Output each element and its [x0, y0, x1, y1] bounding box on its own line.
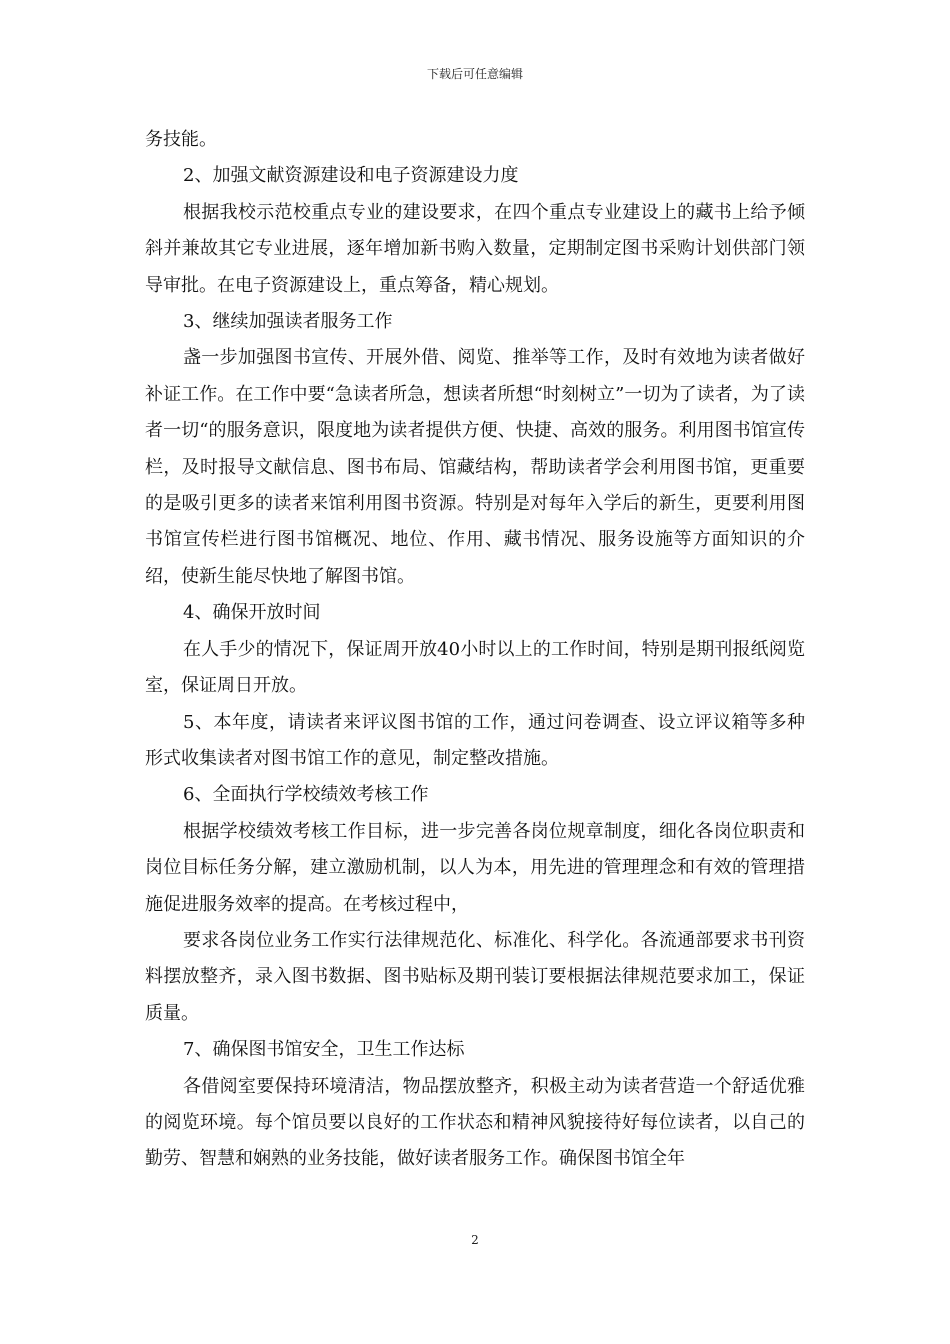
- paragraph-continuation: 务技能。: [145, 129, 217, 150]
- section-heading-3: 3、继续加强读者服务工作: [183, 311, 393, 333]
- section-heading-4: 4、确保开放时间: [183, 602, 321, 624]
- paragraph: 要求各岗位业务工作实行法律规范化、标准化、科学化。各流通部要求书刊资料摆放整齐，录入图书数据、图书贴标及期刊装订要根据法律规范要求加工，保证质量。: [145, 929, 805, 1024]
- paragraph: 盏一步加强图书宣传、开展外借、阅览、推举等工作，及时有效地为读者做好补证工作。在工作中要“急读者所急，想读者所想“时刻树立”一切为了读者，为了读者一切“的服务意识，限度地为读者提供方便、快捷、高效的服务。利用图书馆宣传栏，及时报导文献信息、图书布局、馆藏结构，帮助读者学会利用图书馆，更重要的是吸引更多的读者来馆利用图书资源。特别是对每年入学后的新生，更要利用图书馆宣传栏进行图书馆概况、地位、作用、藏书情况、服务设施等方面知识的介绍，使新生能尽快地了解图书馆。: [145, 347, 805, 587]
- paragraph: 根据学校绩效考核工作目标，进一步完善各岗位规章制度，细化各岗位职责和岗位目标任务分解，建立激励机制，以人为本，用先进的管理理念和有效的管理措施促进服务效率的提高。在考核过程中，: [145, 820, 805, 915]
- paragraph: 根据我校示范校重点专业的建设要求，在四个重点专业建设上的藏书上给予倾斜并兼故其它专业进展，逐年增加新书购入数量，定期制定图书采购计划供部门领导审批。在电子资源建设上，重点筹备，精心规划。: [145, 201, 805, 296]
- section-heading-7: 7、确保图书馆安全，卫生工作达标: [183, 1039, 465, 1061]
- paragraph: 在人手少的情况下，保证周开放40小时以上的工作时间，特别是期刊报纸阅览室，保证周日开放。: [145, 638, 805, 697]
- paragraph: 各借阅室要保持环境清洁，物品摆放整齐，积极主动为读者营造一个舒适优雅的阅览环境。每个馆员要以良好的工作状态和精神风貌接待好每位读者，以自己的勤劳、智慧和娴熟的业务技能，做好读者服务工作。确保图书馆全年: [145, 1075, 805, 1170]
- page-header: 下载后可任意编辑: [426, 67, 523, 81]
- document-body: [145, 122, 805, 1178]
- section-paragraph-5: 5、本年度，请读者来评议图书馆的工作，通过问卷调查、设立评议箱等多种形式收集读者对图书馆工作的意见，制定整改措施。: [145, 711, 805, 769]
- section-heading-2: 2、加强文献资源建设和电子资源建设力度: [183, 165, 519, 187]
- section-heading-6: 6、全面执行学校绩效考核工作: [183, 784, 429, 806]
- page-number: 2: [471, 1233, 479, 1247]
